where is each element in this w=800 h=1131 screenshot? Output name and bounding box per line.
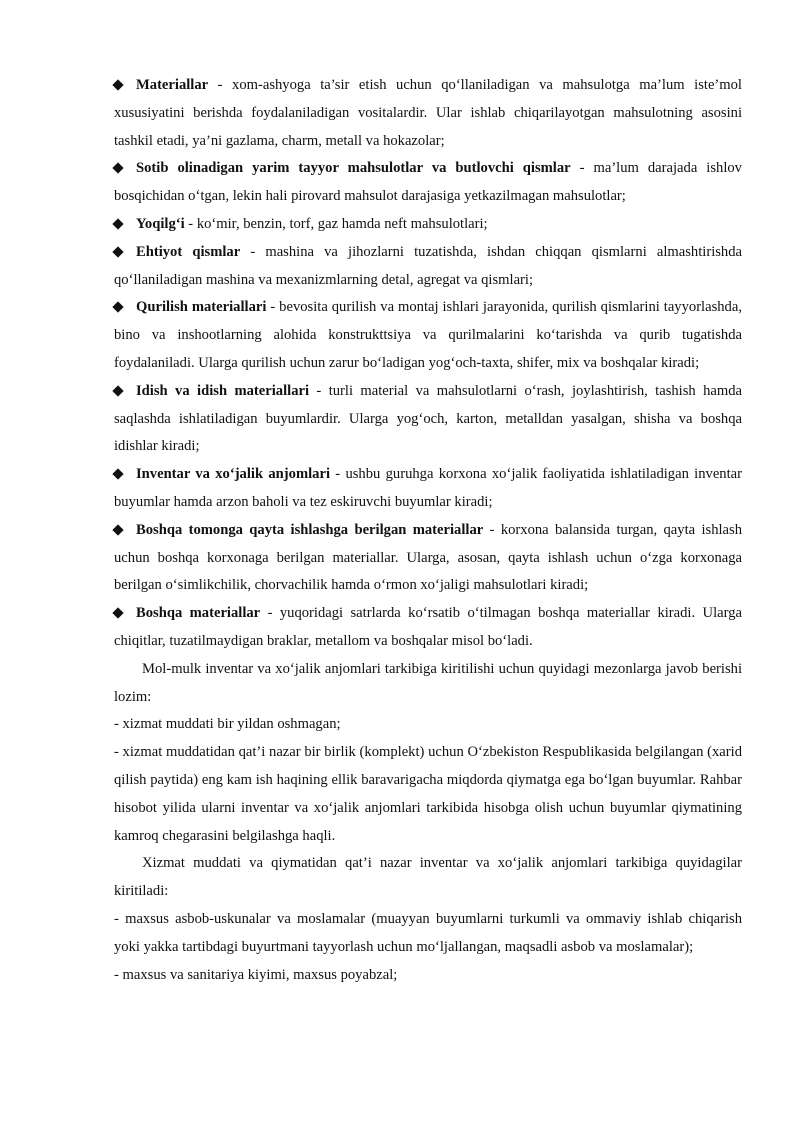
bullet-item-construction [114, 294, 742, 377]
bullet-term: Yoqilg‘i [136, 215, 185, 232]
diamond-bullet-icon [112, 607, 123, 618]
bullet-text: - bevosita qurilish va montaj ishlari jarayonida, qurilish qismlarini tayyorlashda, bino va inshootlarning alohida konstrukttsiya va qurilmalarini ko‘tarishda va qurib tugatishda foydalaniladi. Ularga qurilish uchun zarur bo‘ladigan yog‘och-taxta, shifer, mix va boshqalar kiradi; [114, 299, 742, 371]
bullet-item-semi-finished [114, 155, 742, 211]
bullet-term: Boshqa materiallar [136, 605, 261, 622]
criteria-paragraph: Mol-mulk inventar va xo‘jalik anjomlari tarkibiga kiritilishi uchun quyidagi mezonlarga javob berishi lozim: [114, 660, 742, 705]
regardless-item: - maxsus va sanitariya kiyimi, maxsus poyabzal; [114, 966, 398, 983]
diamond-bullet-icon [112, 524, 123, 535]
bullet-text: - yuqoridagi satrlarda ko‘rsatib o‘tilmagan boshqa materiallar kiradi. Ularga chiqitlar, tuzatilmaydigan braklar, metallom va boshqalar misol bo‘ladi. [114, 605, 742, 649]
diamond-bullet-icon [112, 302, 123, 313]
bullet-term: Qurilish materiallari [136, 299, 267, 316]
diamond-bullet-icon [112, 79, 123, 90]
bullet-text: - ko‘mir, benzin, torf, gaz hamda neft mahsulotlari; [184, 215, 488, 232]
bullet-term: Materiallar [136, 77, 209, 93]
bullet-item-containers [114, 378, 742, 461]
bullet-text: - xom-ashyoga ta’sir etish uchun qo‘llaniladigan va mahsulotga ma’lum iste’mol xususiyatini berishda foydalaniladigan vositalardir. Ular ishlab chiqarilayotgan mahsulotning asosini tashkil etadi, ya’ni gazlama, charm, metall va hokazolar; [114, 77, 742, 149]
diamond-bullet-icon [112, 385, 123, 396]
bullet-list [114, 72, 742, 656]
bullet-text: - turli material va mahsulotlarni o‘rash, joylashtirish, tashish hamda saqlashda ishlatiladigan buyumlardir. Ularga yog‘och, karton, metalldan yasalgan, shisha va boshqa idishlar kiradi; [114, 382, 743, 455]
regardless-item: - maxsus asbob-uskunalar va moslamalar (muayyan buyumlarni turkumli va ommaviy ishlab chiqarish yoki yakka tartibdagi buyurtmani tayyorlash uchun mo‘ljallangan, maqsadli asbob va moslamalar); [114, 910, 742, 955]
diamond-bullet-icon [112, 468, 123, 479]
criteria-item: - xizmat muddati bir yildan oshmagan; [114, 716, 341, 733]
bullet-item-fuel [114, 211, 742, 239]
bullet-text: - mashina va jihozlarni tuzatishda, ishdan chiqqan qismlarni almashtirishda qo‘llaniladigan mashina va mexanizmlarning detal, agregat va qismlari; [114, 243, 742, 288]
diamond-bullet-icon [112, 163, 123, 174]
bullet-item-other [114, 600, 742, 656]
bullet-item-materials [114, 72, 742, 155]
bullet-text: - ma’lum darajada ishlov bosqichidan o‘tgan, lekin hali pirovard mahsulot darajasiga yetkazilmagan mahsulotlar; [114, 160, 742, 205]
diamond-bullet-icon [112, 246, 123, 257]
diamond-bullet-icon [112, 218, 123, 229]
bullet-term: Idish va idish materiallari [136, 382, 310, 399]
bullet-item-spare-parts [114, 239, 742, 295]
bullet-term: Ehtiyot qismlar [136, 243, 241, 260]
bullet-term: Inventar va xo‘jalik anjomlari [136, 466, 330, 483]
bullet-text: - ushbu guruhga korxona xo‘jalik faoliyatida ishlatiladigan inventar buyumlar hamda arzon baholi va tez eskiruvchi buyumlar kiradi; [114, 466, 742, 510]
bullet-term: Sotib olinadigan yarim tayyor mahsulotlar va butlovchi qismlar [136, 160, 571, 177]
bullet-term: Boshqa tomonga qayta ishlashga berilgan materiallar [136, 521, 484, 538]
bullet-item-inventory [114, 461, 742, 517]
regardless-paragraph: Xizmat muddati va qiymatidan qat’i nazar inventar va xo‘jalik anjomlari tarkibiga quyidagilar kiritiladi: [114, 855, 742, 900]
bullet-text: - korxona balansida turgan, qayta ishlash uchun boshqa korxonaga berilgan materiallar. Ularga, asosan, qayta ishlash uchun o‘zga korxonaga berilgan o‘simlikchilik, chorvachilik hamda o‘rmon xo‘jaligi mahsulotlari kiradi; [114, 521, 743, 594]
criteria-item: - xizmat muddatidan qat’i nazar bir birlik (komplekt) uchun O‘zbekiston Respublikasida belgilangan (xarid qilish paytida) eng kam ish haqining ellik baravarigacha miqdorda qiymatga ega bo‘lgan buyumlar. Rahbar hisobot yilida ularni inventar va xo‘jalik anjomlari tarkibida hisobga olish uchun buyumlar qiymatining kamroq chegarasini belgilashga haqli. [114, 744, 742, 844]
bullet-item-processing [114, 517, 742, 600]
